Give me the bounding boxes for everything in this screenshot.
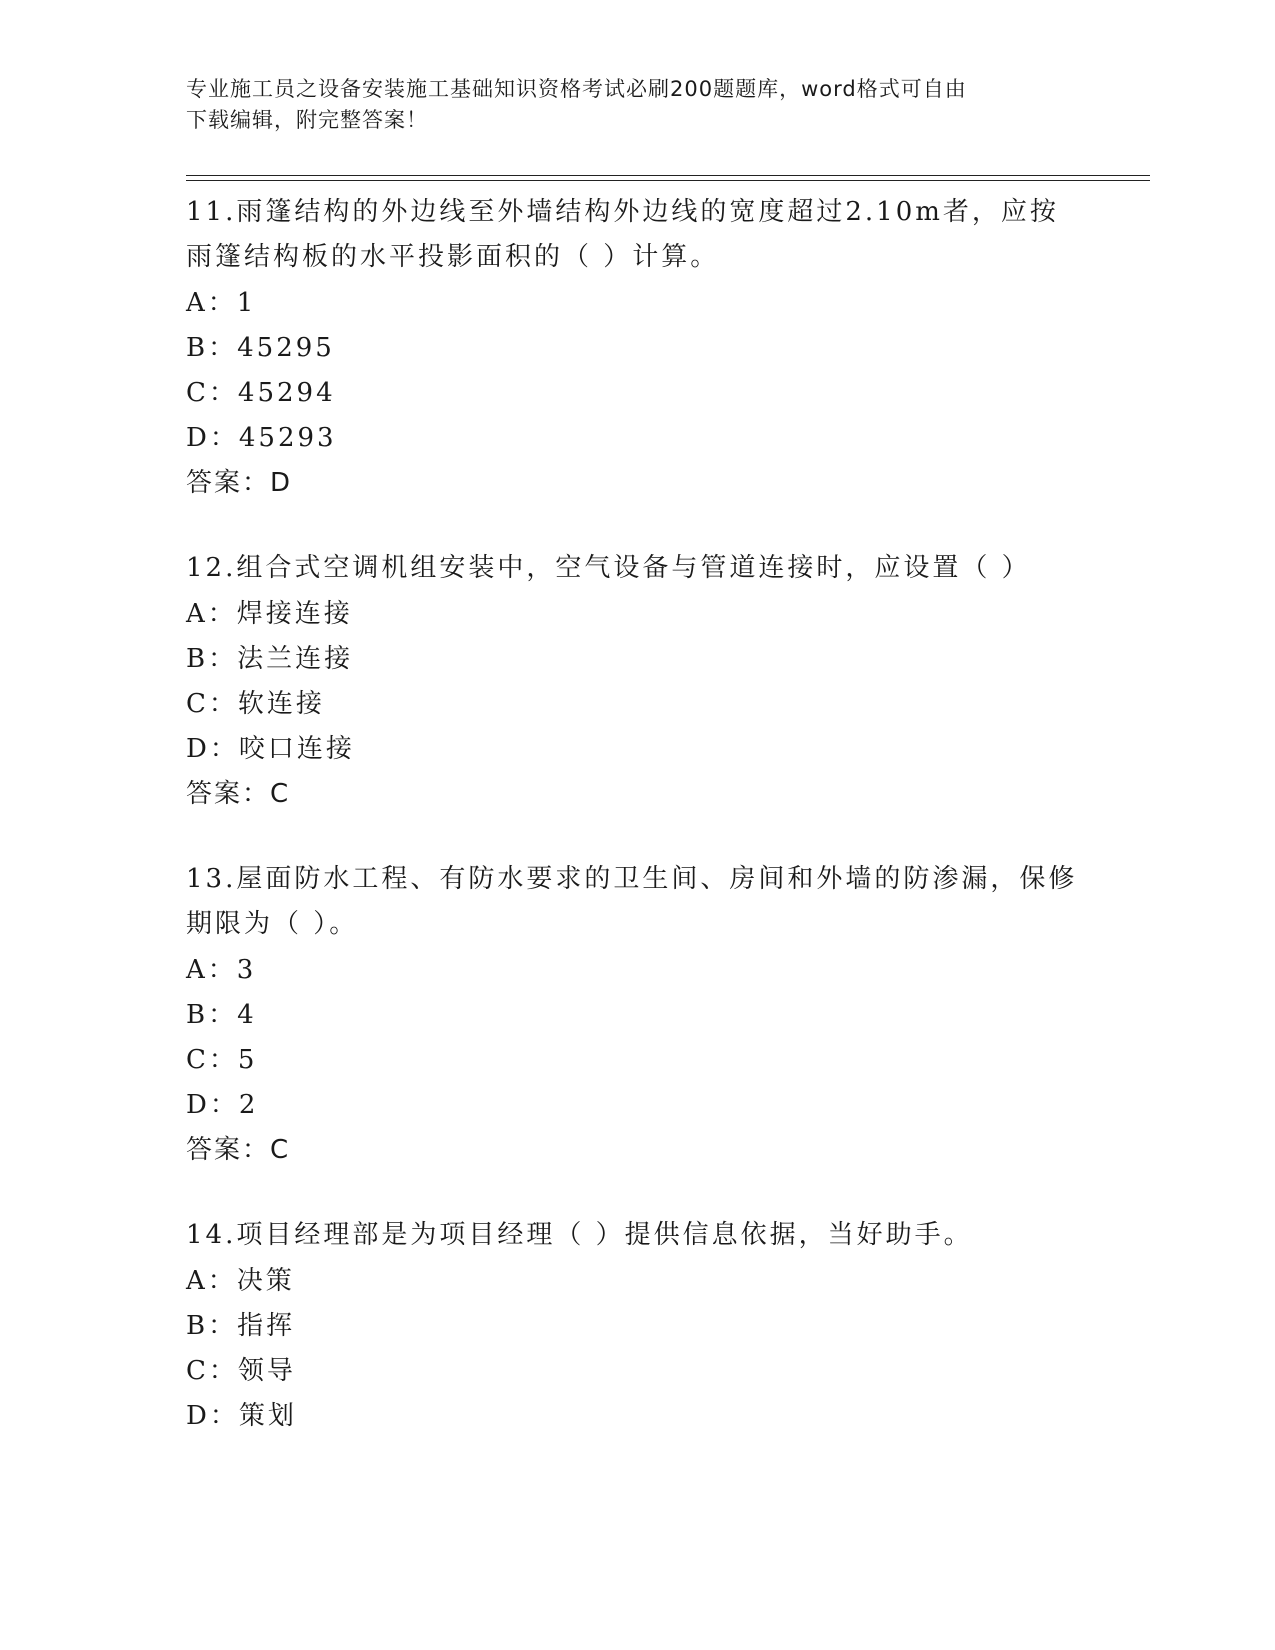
option-d [186,1394,1086,1439]
option-a [186,592,1086,637]
option-text: 法兰连接 [237,644,354,674]
option-text: 5 [237,1045,258,1075]
option-text: 2 [238,1090,259,1120]
option-c [186,1038,1086,1083]
option-b [186,637,1086,682]
option-key: B： [186,1311,238,1341]
option-text: 指挥 [237,1311,296,1341]
question-stem: 13.屋面防水工程、有防水要求的卫生间、房间和外墙的防渗漏，保修期限为（ ）。 [186,864,1078,939]
option-text: 3 [236,955,257,985]
question-stem: 11.雨篷结构的外边线至外墙结构外边线的宽度超过2.10m者，应按雨篷结构板的水平投影面积的（ ）计算。 [186,197,1059,272]
option-key: A： [186,288,237,318]
option-key: D： [186,1090,239,1120]
option-key: B： [186,1000,238,1030]
option-d [186,416,1086,461]
option-b [186,993,1086,1038]
question-item [186,857,1086,1173]
option-key: C： [186,689,238,719]
header-divider-bottom [186,180,1150,181]
header-line-1: 专业施工员之设备安装施工基础知识资格考试必刷200题题库，word格式可自由 [186,77,967,101]
option-text: 软连接 [237,689,325,719]
option-d [186,1083,1086,1128]
option-key: A： [186,955,237,985]
option-c [186,1349,1086,1394]
option-text: 领导 [237,1356,296,1386]
option-text: 45294 [237,378,336,408]
question-item [186,1213,1086,1439]
option-text: 咬口连接 [238,734,355,764]
document-header [186,74,1066,136]
answer-line: 答案：D [186,468,293,498]
option-key: D： [186,734,239,764]
question-stem: 12.组合式空调机组安装中，空气设备与管道连接时，应设置（ ） [186,553,1031,583]
answer-line: 答案：C [186,779,291,809]
option-key: C： [186,1045,238,1075]
option-c [186,371,1086,416]
option-key: C： [186,378,238,408]
option-text: 4 [237,1000,257,1030]
option-key: A： [186,1266,237,1296]
option-key: D： [186,1401,239,1431]
option-key: B： [186,333,238,363]
option-b [186,1304,1086,1349]
option-d [186,727,1086,772]
option-a [186,281,1086,326]
question-item [186,190,1086,506]
header-divider-top [186,175,1150,176]
option-key: B： [186,644,238,674]
option-text: 焊接连接 [236,599,353,629]
option-c [186,682,1086,727]
question-stem: 14.项目经理部是为项目经理（ ）提供信息依据，当好助手。 [186,1220,973,1250]
option-key: C： [186,1356,238,1386]
option-key: D： [186,423,239,453]
option-text: 1 [236,288,257,318]
option-text: 决策 [236,1266,295,1296]
option-text: 45295 [237,333,335,363]
option-b [186,326,1086,371]
option-key: A： [186,599,237,629]
question-item [186,546,1086,817]
option-text: 45293 [238,423,337,453]
option-a [186,948,1086,993]
question-list [186,190,1086,1479]
option-a [186,1259,1086,1304]
answer-line: 答案：C [186,1135,291,1165]
header-line-2: 下载编辑，附完整答案！ [186,108,428,132]
option-text: 策划 [238,1401,297,1431]
